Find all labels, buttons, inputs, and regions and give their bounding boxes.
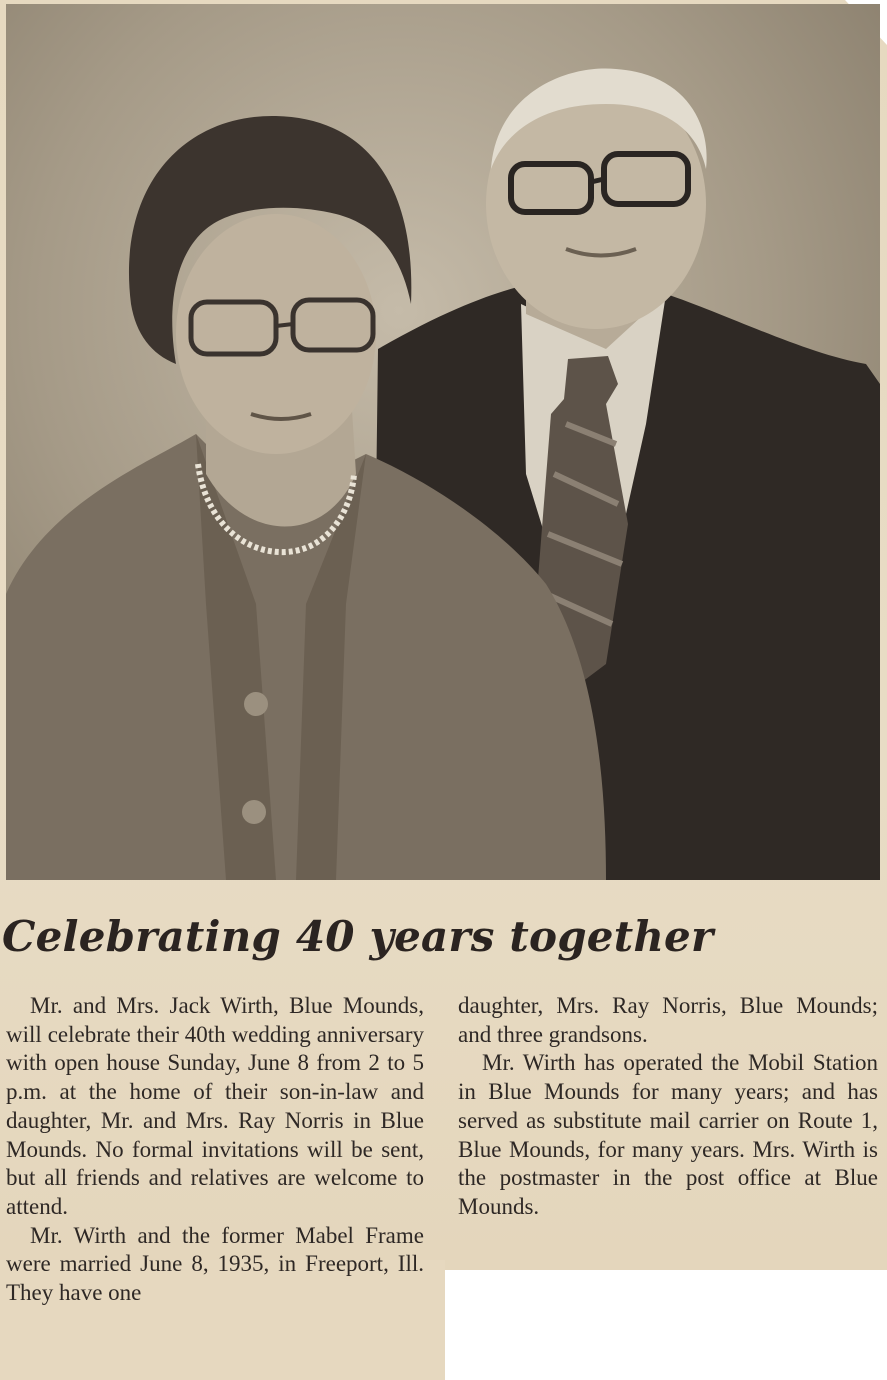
paragraph: Mr. Wirth has operated the Mobil Station in Blue Mounds for many years; and has served as substitute mail carrier on Route 1, Blue Mounds, for many years. Mrs. Wirth is the postmaster in the post office at Blue Mounds. bbox=[458, 1050, 878, 1219]
paragraph: daughter, Mrs. Ray Norris, Blue Mounds; and three grandsons. bbox=[458, 993, 878, 1047]
couple-photo bbox=[6, 4, 880, 880]
article-column-left bbox=[6, 992, 424, 1308]
headline: Celebrating 40 years together bbox=[2, 912, 714, 961]
paragraph: Mr. Wirth and the former Mabel Frame were married June 8, 1935, in Freeport, Ill. They have one bbox=[6, 1222, 424, 1306]
paragraph: Mr. and Mrs. Jack Wirth, Blue Mounds, will celebrate their 40th wedding anniversary with open house Sunday, June 8 from 2 to 5 p.m. at the home of their son-in-law and daughter, Mr. and Mrs. Ray Norris in Blue Mounds. No formal invitations will be sent, but all friends and relatives are welcome to attend. bbox=[6, 993, 424, 1219]
article-column-right bbox=[458, 992, 878, 1222]
